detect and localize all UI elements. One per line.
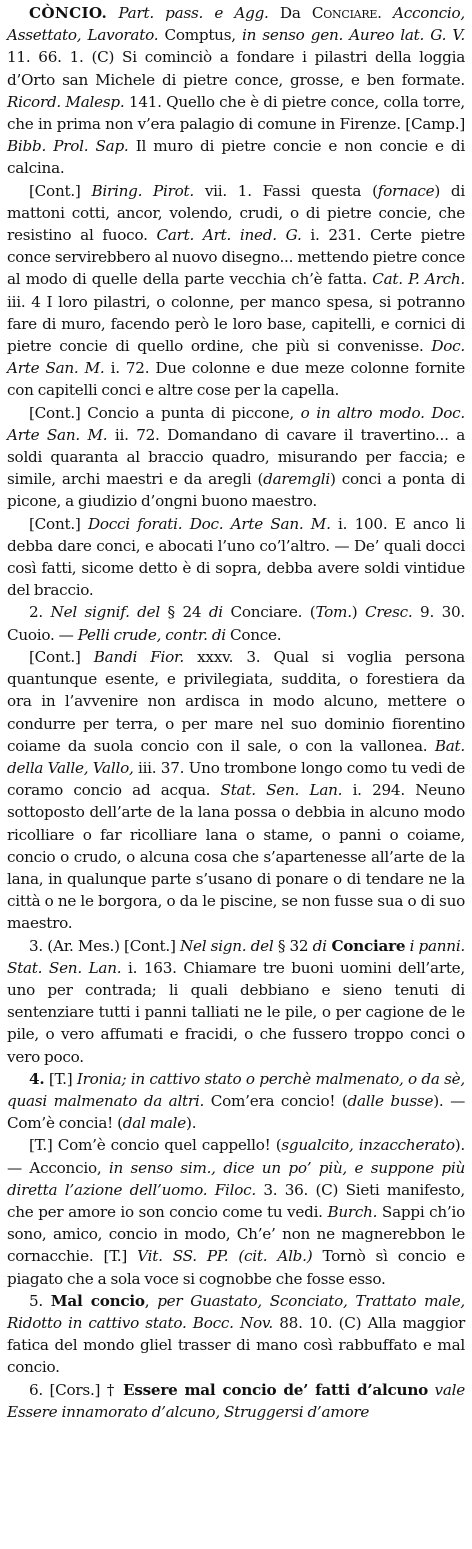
bold-run: 4.: [29, 1069, 45, 1088]
italic-run: Biring. Pirot.: [91, 181, 194, 200]
text-run: 9. 30. Cuoio. —: [7, 603, 465, 644]
text-run: Tornò sì concio e piagato che a sola voce si cognobbe che fosse esso.: [7, 1247, 465, 1288]
italic-run: Pelli crude, contr. di: [77, 625, 226, 644]
text-run: i. 72. Due colonne e due meze colonne fornite con capitelli conci e altre cose per la capella.: [7, 359, 466, 400]
italic-run: sgualcito, inzaccherato: [281, 1136, 455, 1155]
text-run: Conce.: [225, 625, 282, 644]
text-run: ).: [186, 1114, 197, 1133]
text-run: ) di mattoni cotti, ancor, volendo, crudi, o di pietre concie, che resistino al fuoco.: [7, 181, 465, 245]
sense-6-text: [7, 1381, 465, 1421]
text-run: i. 163. Chiamare tre buoni uomini dell’arte, uno per contrada; li quali debbiano e sieno tenuti di sentenziare tutti i panni talliati ne le pile, o per cagione de le pile, o vero affumati e fracidi, o che fussero troppo conci o vero poco.: [7, 958, 465, 1066]
entry-paragraph-3: [7, 402, 465, 513]
text-run: 3. 36. (C) Sieti manifesto, che per amore io son concio come tu vedi.: [7, 1180, 465, 1221]
sense-1-text: [7, 4, 465, 177]
text-run: iii. 37. Uno trombone longo como tu vedi de coramo concio ad acqua.: [7, 758, 465, 800]
text-run: Com’era concio! (: [204, 1091, 348, 1110]
italic-run: Ricord. Malesp.: [7, 92, 125, 111]
entry-paragraph-10: [7, 1290, 465, 1379]
sense-4-text: [7, 1070, 465, 1132]
text-run: iii. 4 I loro pilastri, o colonne, per manco spesa, si potranno fare di muro, facendo però le loro base, capitelli, e cornici di pietre concie di quello ordine, che più si convenisse.: [7, 292, 465, 356]
entry-paragraph-6: [7, 646, 465, 935]
text-run: [Cont.]: [29, 647, 94, 666]
italic-run: in senso sim., dice un po’ più, e suppone più diretta l’azione dell’uomo. Filoc.: [7, 1158, 465, 1199]
text-run: [T.] Com’è concio quel cappello! (: [29, 1136, 282, 1155]
text-run: ,: [144, 1291, 158, 1310]
italic-run: Nel sign. del: [179, 936, 274, 955]
text-run: i. 231. Certe pietre conce servirebbero al nuovo disegno... mettendo pietre conce al modo di quelle della parte vecchia ch’è fatta.: [7, 226, 465, 289]
italic-run: Docci forati. Doc. Arte San. M.: [87, 514, 331, 533]
citation-text: [7, 1136, 465, 1287]
text-run: Da: [279, 4, 312, 22]
citation-cont-text: [7, 182, 465, 400]
headword: CÒNCIO.: [29, 4, 108, 22]
sense-5-text: [7, 1292, 465, 1377]
italic-run: di: [312, 936, 327, 955]
italic-run: Bat. della Valle, Vallo,: [7, 736, 465, 777]
italic-run: Cresc.: [365, 603, 413, 622]
text-run: 88. 10. (C) Alla maggior fatica del mondo gliel trasser di mano così rabbuffato e mal concio.: [7, 1313, 465, 1377]
italic-run: Burch.: [327, 1202, 378, 1221]
sense-3-text: [7, 937, 465, 1066]
text-run: ): [351, 603, 366, 622]
text-run: ). — Acconcio,: [7, 1136, 466, 1177]
text-run: Conciare. (: [222, 603, 316, 622]
text-run: 2.: [29, 603, 51, 622]
entry-paragraph-1: [7, 2, 465, 180]
italic-run: Acconcio, Assettato, Lavorato.: [7, 4, 466, 45]
italic-run: Tom.: [315, 603, 352, 622]
italic-run: di: [208, 603, 223, 622]
text-run: Il muro di pietre concie e non concie e di calcina.: [7, 137, 466, 178]
italic-run: Vit. SS. PP. (cit. Alb.): [137, 1247, 313, 1266]
text-run: [Cont.]: [29, 181, 92, 200]
entry-paragraph-5: [7, 601, 465, 645]
italic-run: Bibb. Prol. Sap.: [7, 137, 129, 156]
italic-run: Part. pass. e Agg.: [107, 4, 280, 22]
italic-run: per Guastato, Sconciato, Trattato male, Ridotto in cattivo stato. Bocc. Nov.: [7, 1291, 466, 1332]
entry-paragraph-4: [7, 513, 465, 602]
entry-paragraph-2: [7, 180, 465, 402]
text-run: Comptus,: [158, 26, 243, 45]
text-run: vii. 1. Fassi questa (: [193, 181, 378, 200]
italic-run: Nel signif. del: [50, 603, 161, 622]
smallcaps-run: Conciare: [311, 4, 378, 22]
bold-run: Essere mal concio de’ fatti d’alcuno: [123, 1380, 429, 1399]
entry-paragraph-7: [7, 935, 465, 1068]
text-run: .: [377, 4, 394, 22]
italic-run: Bandi Fior.: [93, 647, 184, 666]
italic-run: vale Essere innamorato d’alcuno, Struggersi d’amore: [7, 1380, 465, 1421]
text-run: § 24: [160, 603, 209, 622]
text-run: 6. [Cors.] †: [29, 1380, 123, 1399]
italic-run: o in altro modo. Doc. Arte San. M.: [7, 403, 465, 444]
citation-cont-text: [7, 404, 465, 511]
bold-run: Mal concio: [50, 1291, 145, 1310]
text-run: i. 294. Neuno sottoposto dell’arte de la lana possa o debbia in alcuno modo ricolliare o far ricolliare lana o stame, o panni o coiame, concio o crudo, o alcuna cosa che s’apartenesse all’arte de la lana, in qualunque parte s’usano di ponare o di tendare ne la città o ne le borgora, o da le piscine, se non fusse sua o di suo maestro.: [7, 781, 465, 933]
text-run: [Cont.]: [29, 514, 88, 533]
text-run: ). — Com’è concia! (: [7, 1091, 466, 1133]
sense-2-text: [7, 603, 465, 643]
italic-run: Cart. Art. ined. G.: [156, 226, 302, 245]
text-run: ii. 72. Domandano di cavare il travertino... a soldi quaranta al braccio quadro, misurando per faccia; e simile, archi maestri e da aregli (: [7, 425, 465, 489]
text-run: 141. Quello che è di pietre conce, colla torre, che in prima non v’era palagio di comune in Firenze. [Camp.]: [7, 92, 466, 134]
text-run: 5.: [29, 1291, 51, 1310]
text-run: xxxv. 3. Qual si voglia persona quantunque esente, e privilegiata, suddita, o forestiera da ora in l’avvenire non ardisca in modo alcuno, mettere o condurre per terra, o per mare nel suo dominio fiorentino coiame da suola concio con il sale, o con la vallonea.: [7, 647, 465, 755]
text-run: i. 100. E anco li debba dare conci, e abocati l’uno co’l’altro. — De’ quali docci così fatti, sicome detto è di sopra, debba avere soldi vintidue del braccio.: [7, 514, 465, 600]
dictionary-entry: [7, 2, 465, 1423]
citation-cont-text: [7, 515, 465, 600]
text-run: [T.]: [44, 1069, 77, 1088]
bold-run: Conciare: [326, 936, 406, 955]
italic-run: Cat. P. Arch.: [372, 270, 466, 289]
italic-run: daremgli: [263, 470, 331, 489]
italic-run: fornace: [377, 181, 435, 200]
text-run: 11. 66. 1. (C) Si cominciò a fondare i pilastri della loggia d’Orto san Michele di pietre conce, grosse, e ben formate.: [7, 48, 465, 89]
italic-run: Ironia; in cattivo stato o perchè malmenato, o da sè, quasi malmenato da altri.: [7, 1069, 465, 1110]
entry-paragraph-11: [7, 1379, 465, 1423]
citation-cont-text: [7, 648, 465, 932]
text-run: [Cont.] Concio a punta di piccone,: [29, 403, 301, 422]
entry-paragraph-8: [7, 1068, 465, 1135]
italic-run: Doc. Arte San. M.: [7, 337, 465, 378]
italic-run: dal male: [122, 1114, 187, 1133]
text-run: Sappi ch’io sono, amico, concio in modo, Ch’e’ non ne magnerebbon le cornacchie. [T.]: [7, 1202, 465, 1266]
text-run: § 32: [273, 936, 313, 955]
text-run: 3. (Ar. Mes.) [Cont.]: [29, 936, 180, 955]
text-run: ) conci a ponta di picone, a giudizio d’ongni buono maestro.: [7, 470, 465, 511]
italic-run: dalle busse: [347, 1091, 434, 1110]
italic-run: in senso gen. Aureo lat. G. V.: [242, 26, 465, 45]
italic-run: Stat. Sen. Lan.: [220, 781, 343, 800]
entry-paragraph-9: [7, 1134, 465, 1289]
italic-run: i panni. Stat. Sen. Lan.: [7, 936, 466, 977]
